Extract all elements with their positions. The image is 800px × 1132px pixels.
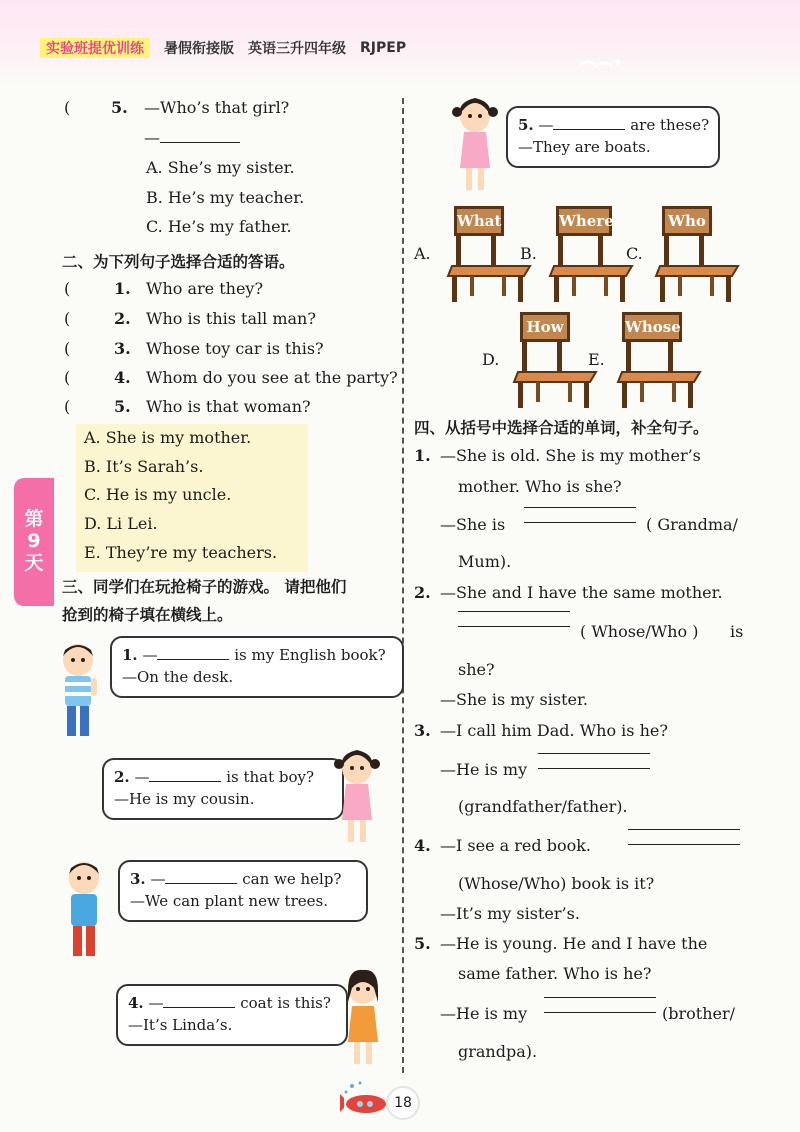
boy-character-icon <box>56 640 102 744</box>
question-number: 1. <box>414 446 431 465</box>
question-text: Mum). <box>458 552 512 571</box>
girl-character-icon <box>334 748 380 848</box>
chair-sign-label: What <box>454 206 504 236</box>
speech-bubble-4: 4. — coat is this? —It’s Linda’s. <box>116 984 348 1046</box>
question-text: —She and I have the same mother. <box>440 583 723 602</box>
option-c: C. He is my uncle. <box>84 485 232 504</box>
question-number: 2. <box>414 583 431 602</box>
option-d: D. Li Lei. <box>84 514 158 533</box>
chair-icon <box>548 236 638 304</box>
question-text: ( Grandma/ <box>646 515 738 534</box>
chair-who[interactable] <box>654 206 744 302</box>
chair-sign-label: Who <box>662 206 712 236</box>
question-number: 5. <box>111 98 128 117</box>
chair-letter: A. <box>414 244 431 263</box>
answer-paren[interactable]: ( <box>64 98 71 117</box>
header-bar <box>40 38 460 58</box>
speech-bubble-3: 3. — can we help? —We can plant new trees. <box>118 860 368 922</box>
option-b: B. It’s Sarah’s. <box>84 457 204 476</box>
question-text: —She is my sister. <box>440 690 588 709</box>
answer-blank[interactable]: — <box>144 128 240 148</box>
question-text: same father. Who is he? <box>458 964 652 983</box>
answer-blank[interactable] <box>157 647 229 660</box>
option-c: C. He’s my father. <box>146 217 292 236</box>
textbook-label: RJPEP <box>360 40 407 56</box>
section3-title-line2: 抢到的椅子填在横线上。 <box>62 606 233 624</box>
question-number: 1. <box>114 279 131 298</box>
grade-label: 英语三升四年级 <box>248 41 346 57</box>
answer-paren[interactable]: ( <box>64 339 71 358</box>
chair-whose[interactable] <box>616 312 706 408</box>
answer-blank[interactable] <box>524 504 636 523</box>
question-text: ( Whose/Who ) <box>580 622 699 641</box>
answer-paren[interactable]: ( <box>64 309 71 328</box>
question-text: Whose toy car is this? <box>146 339 324 358</box>
chair-letter: B. <box>520 244 537 263</box>
question-text: Who is that woman? <box>146 397 311 416</box>
question-text: (Whose/Who) book is it? <box>458 874 655 893</box>
answer-blank[interactable] <box>538 750 650 769</box>
answer-paren[interactable]: ( <box>64 279 71 298</box>
chair-where[interactable] <box>548 206 638 302</box>
question-text: Who are they? <box>146 279 264 298</box>
column-divider <box>402 98 404 1073</box>
chair-sign-label: Where <box>556 206 612 236</box>
question-text: —Who’s that girl? <box>144 98 290 117</box>
question-number: 3. <box>414 721 431 740</box>
question-number: 5. <box>414 934 431 953</box>
option-e: E. They’re my teachers. <box>84 543 278 562</box>
series-title: 实验班提优训练 <box>40 38 150 58</box>
answer-blank[interactable] <box>149 769 221 782</box>
question-text: —I call him Dad. Who is he? <box>440 721 668 740</box>
submarine-icon <box>340 1080 390 1116</box>
option-a: A. She’s my sister. <box>146 158 295 177</box>
question-text: grandpa). <box>458 1042 538 1061</box>
page-number: 18 <box>386 1086 420 1120</box>
answer-blank[interactable] <box>163 995 235 1008</box>
chair-sign-label: Whose <box>622 312 682 342</box>
question-text: —I see a red book. <box>440 836 591 855</box>
cloud-decoration-icon <box>578 56 624 70</box>
question-text: she? <box>458 660 495 679</box>
question-number: 4. <box>114 368 131 387</box>
chair-icon <box>616 342 706 410</box>
section4-title: 四、从括号中选择合适的单词，补全句子。 <box>414 419 709 437</box>
question-text: mother. Who is she? <box>458 477 622 496</box>
boy-character-icon <box>62 858 108 962</box>
section3-title-line1: 三、同学们在玩抢椅子的游戏。 请把他们 <box>62 578 347 596</box>
question-number: 3. <box>114 339 131 358</box>
question-text: Who is this tall man? <box>146 309 316 328</box>
day-side-tab <box>14 478 54 606</box>
question-text: Whom do you see at the party? <box>146 368 398 387</box>
chair-icon <box>654 236 744 304</box>
side-tab-char: 第 <box>24 508 44 531</box>
question-number: 2. <box>114 309 131 328</box>
answer-paren[interactable]: ( <box>64 397 71 416</box>
option-b: B. He’s my teacher. <box>146 188 305 207</box>
chair-letter: C. <box>626 244 643 263</box>
girl-character-icon <box>452 96 498 196</box>
girl-character-icon <box>340 968 386 1072</box>
speech-bubble-5: 5. — are these? —They are boats. <box>506 106 720 168</box>
question-text: —He is my <box>440 1004 528 1023</box>
edition-label: 暑假衔接版 <box>164 41 234 57</box>
answer-blank[interactable] <box>165 871 237 884</box>
speech-bubble-2: 2. — is that boy? —He is my cousin. <box>102 758 344 820</box>
question-text: is <box>730 622 744 641</box>
section2-title: 二、为下列句子选择合适的答语。 <box>62 253 295 271</box>
question-number: 5. <box>114 397 131 416</box>
question-text: —He is my <box>440 760 528 779</box>
answer-paren[interactable]: ( <box>64 368 71 387</box>
question-text: (brother/ <box>662 1004 736 1023</box>
answer-blank[interactable] <box>628 826 740 845</box>
question-text: —He is young. He and I have the <box>440 934 708 953</box>
answer-blank[interactable] <box>458 608 570 627</box>
question-text: —She is <box>440 515 506 534</box>
question-text: (grandfather/father). <box>458 797 628 816</box>
answer-blank[interactable] <box>544 994 656 1013</box>
question-text: —She is old. She is my mother’s <box>440 446 701 465</box>
chair-letter: D. <box>482 350 500 369</box>
option-a: A. She is my mother. <box>84 428 252 447</box>
chair-letter: E. <box>588 350 605 369</box>
side-tab-char: 天 <box>24 551 44 574</box>
chair-sign-label: How <box>520 312 570 342</box>
speech-bubble-1: 1. — is my English book? —On the desk. <box>110 636 404 698</box>
side-tab-char: 9 <box>27 530 41 553</box>
question-text: —It’s my sister’s. <box>440 904 580 923</box>
answer-blank[interactable] <box>553 117 625 130</box>
question-number: 4. <box>414 836 431 855</box>
